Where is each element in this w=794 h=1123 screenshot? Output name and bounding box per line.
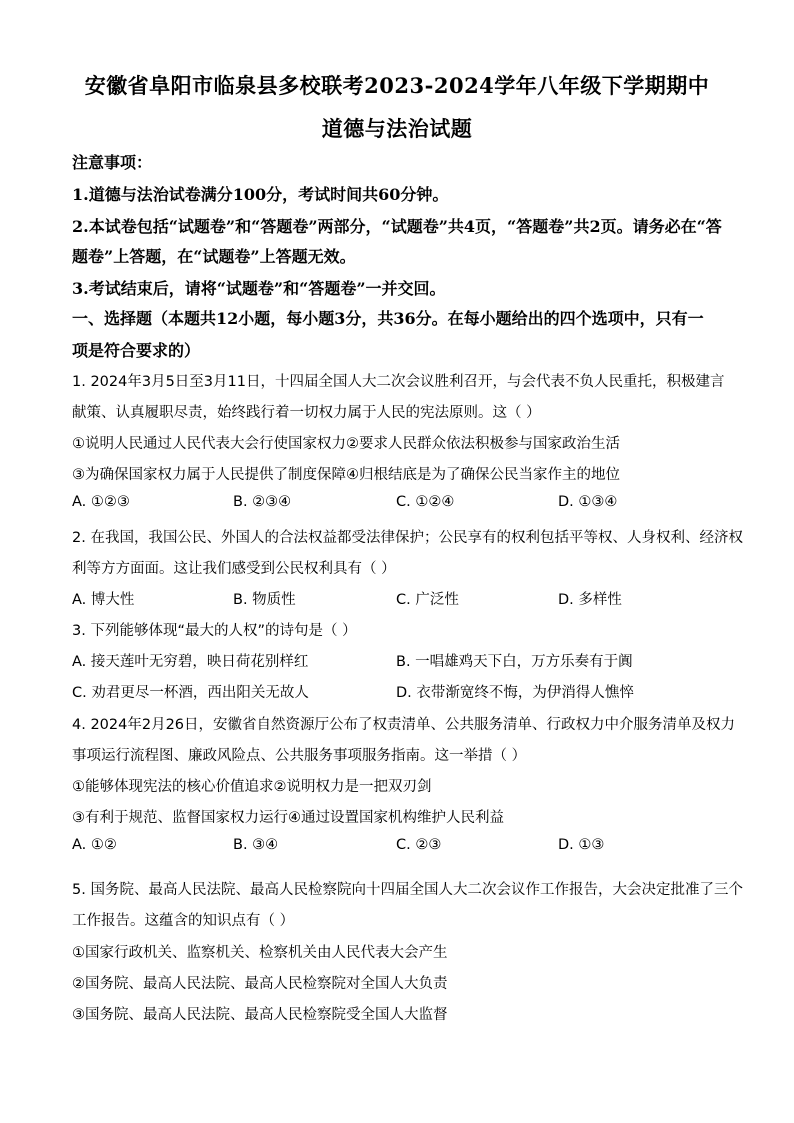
q5-statement-2: ②国务院、最高人民法院、最高人民检察院对全国人大负责 <box>72 976 448 992</box>
q4-option-a[interactable]: A. ①② <box>72 837 117 853</box>
notice-item-1: 1.道德与法治试卷满分100分，考试时间共60分钟。 <box>72 185 449 204</box>
q1-option-b[interactable]: B. ②③④ <box>233 494 292 510</box>
q4-statements-1: ①能够体现宪法的核心价值追求②说明权力是一把双刃剑 <box>72 779 432 795</box>
q2-option-c[interactable]: C. 广泛性 <box>396 592 459 608</box>
q1-option-d[interactable]: D. ①③④ <box>558 494 618 510</box>
q2-option-b[interactable]: B. 物质性 <box>233 592 296 608</box>
q3-option-a[interactable]: A. 接天莲叶无穷碧，映日荷花别样红 <box>72 654 309 670</box>
q4-option-b[interactable]: B. ③④ <box>233 837 279 853</box>
q2-stem-line2: 利等方方面面。这让我们感受到公民权利具有（ ） <box>72 561 396 577</box>
q1-statements-2: ③为确保国家权力属于人民提供了制度保障④归根结底是为了确保公民当家作主的地位 <box>72 467 620 483</box>
q2-option-d[interactable]: D. 多样性 <box>558 592 622 608</box>
q5-stem-line2: 工作报告。这蕴含的知识点有（ ） <box>72 913 295 929</box>
q5-statement-3: ③国务院、最高人民法院、最高人民检察院受全国人大监督 <box>72 1007 448 1023</box>
q3-option-d[interactable]: D. 衣带渐宽终不悔，为伊消得人憔悴 <box>396 685 634 701</box>
q3-stem: 3. 下列能够体现“最大的人权”的诗句是（ ） <box>72 623 357 639</box>
q4-stem-line2: 事项运行流程图、廉政风险点、公共服务事项服务指南。这一举措（ ） <box>72 748 527 764</box>
q1-stem-line2: 献策、认真履职尽责，始终践行着一切权力属于人民的宪法原则。这（ ） <box>72 405 541 421</box>
q4-option-d[interactable]: D. ①③ <box>558 837 605 853</box>
q1-option-a[interactable]: A. ①②③ <box>72 494 130 510</box>
q1-statements-1: ①说明人民通过人民代表大会行使国家权力②要求人民群众依法积极参与国家政治生活 <box>72 436 620 452</box>
q3-option-b[interactable]: B. 一唱雄鸡天下白，万方乐奏有于阗 <box>396 654 633 670</box>
notice-item-2-line1: 2.本试卷包括“试题卷”和“答题卷”两部分，“试题卷”共4页，“答题卷”共2页。请务必在“答 <box>72 217 722 236</box>
q2-stem-line1: 2. 在我国，我国公民、外国人的合法权益都受法律保护；公民享有的权利包括平等权、人身权利、经济权 <box>72 530 743 546</box>
q5-statement-1: ①国家行政机关、监察机关、检察机关由人民代表大会产生 <box>72 945 448 961</box>
q3-option-c[interactable]: C. 劝君更尽一杯酒，西出阳关无故人 <box>72 685 309 701</box>
q4-stem-line1: 4. 2024年2月26日，安徽省自然资源厅公布了权责清单、公共服务清单、行政权力中介服务清单及权力 <box>72 717 736 733</box>
q4-statements-2: ③有利于规范、监督国家权力运行④通过设置国家机构维护人民利益 <box>72 810 504 826</box>
q4-option-c[interactable]: C. ②③ <box>396 837 442 853</box>
q2-option-a[interactable]: A. 博大性 <box>72 592 135 608</box>
q1-option-c[interactable]: C. ①②④ <box>396 494 455 510</box>
section-heading-line1: 一、选择题（本题共12小题，每小题3分，共36分。在每小题给出的四个选项中，只有一 <box>72 309 704 328</box>
section-heading-line2: 项是符合要求的） <box>72 341 201 360</box>
exam-title-line1: 安徽省阜阳市临泉县多校联考2023-2024学年八年级下学期期中 <box>84 73 710 98</box>
q1-stem-line1: 1. 2024年3月5日至3月11日，十四届全国人大二次会议胜利召开，与会代表不负人民重托，积极建言 <box>72 374 725 390</box>
notice-item-3: 3.考试结束后，请将“试题卷”和“答题卷”一并交回。 <box>72 279 446 298</box>
notice-heading: 注意事项： <box>72 153 153 172</box>
notice-item-2-line2: 题卷”上答题，在“试题卷”上答题无效。 <box>72 247 356 266</box>
q5-stem-line1: 5. 国务院、最高人民法院、最高人民检察院向十四届全国人大二次会议作工作报告，大会决定批准了三个 <box>72 882 743 898</box>
exam-title-line2: 道德与法治试题 <box>321 116 473 141</box>
